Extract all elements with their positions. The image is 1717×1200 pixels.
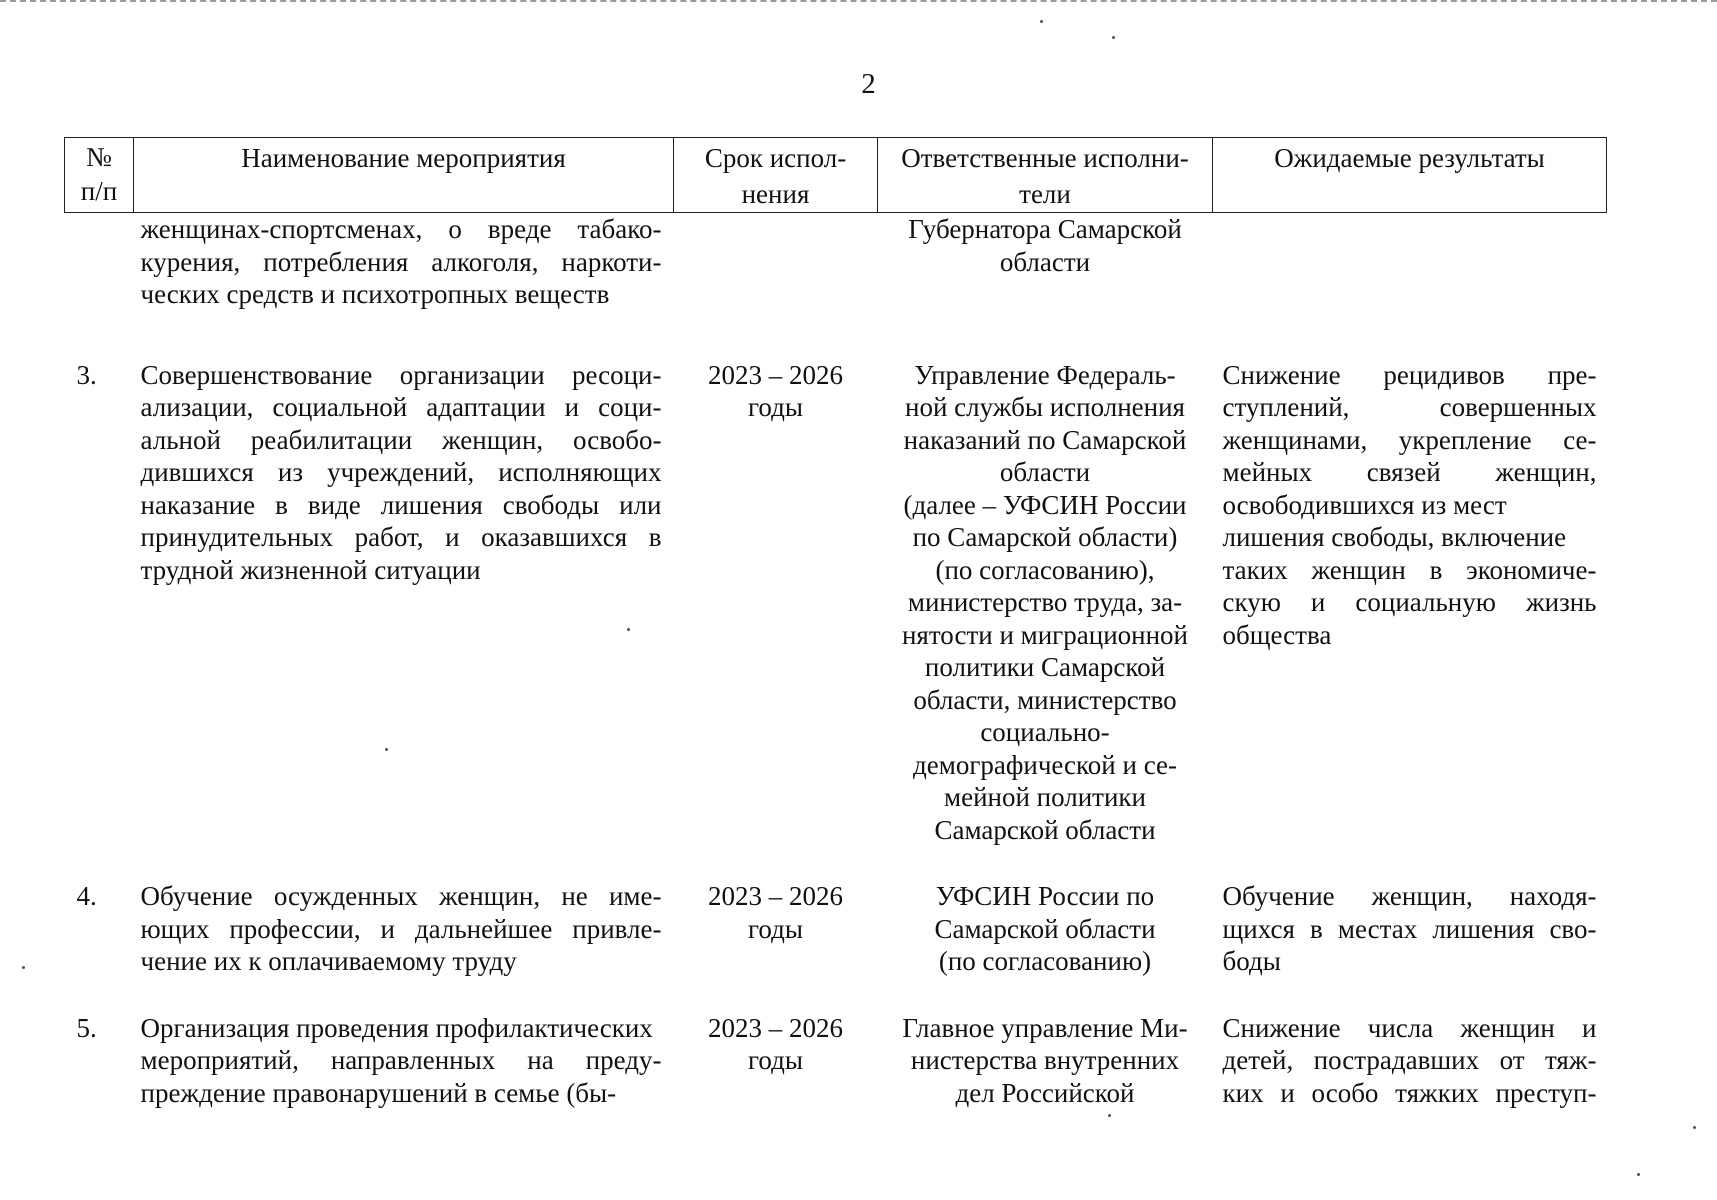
responsible-line: наказаний по Самарской bbox=[903, 424, 1187, 455]
responsible-cell bbox=[878, 880, 1213, 1012]
responsible-line: нятости и миграционной bbox=[901, 619, 1188, 650]
responsible-line: социально- bbox=[980, 717, 1110, 747]
row-number: 5. bbox=[76, 1012, 97, 1043]
responsible-line: Самарской области bbox=[934, 814, 1156, 845]
scan-speck bbox=[1112, 36, 1115, 39]
term-cell bbox=[674, 359, 878, 881]
responsible-line: ной службы исполнения bbox=[905, 392, 1185, 422]
expected-result-line: мейных связей женщин, bbox=[1222, 457, 1597, 487]
scan-speck bbox=[385, 748, 388, 751]
scan-speck bbox=[627, 628, 630, 631]
responsible-cell bbox=[878, 1012, 1213, 1110]
term-line: годы bbox=[747, 913, 803, 944]
measure-name-cell bbox=[134, 213, 674, 359]
measure-name-cell bbox=[134, 880, 674, 1012]
measure-name-line: альной реабилитации женщин, освобо- bbox=[140, 424, 662, 455]
responsible-line: Губернатора Самарской bbox=[908, 214, 1182, 244]
table-header bbox=[65, 138, 1607, 213]
header-responsible bbox=[878, 138, 1213, 213]
header-term-line2: нения bbox=[741, 179, 810, 209]
measure-name-line: мероприятий, направленных на преду- bbox=[140, 1045, 662, 1075]
scan-speck bbox=[1040, 20, 1043, 23]
term-cell bbox=[674, 880, 878, 1012]
row-number-cell bbox=[65, 359, 134, 881]
expected-results-cell bbox=[1213, 213, 1607, 359]
row-number-cell bbox=[65, 880, 134, 1012]
measure-name-line: чение их к оплачиваемому труду bbox=[140, 946, 517, 976]
expected-results-cell bbox=[1213, 1012, 1607, 1110]
scan-speck bbox=[22, 966, 25, 969]
responsible-line: (далее – УФСИН России bbox=[903, 489, 1187, 520]
responsible-line: (по согласованию) bbox=[938, 946, 1152, 976]
responsible-line: области bbox=[999, 246, 1091, 277]
term-line: 2023 – 2026 bbox=[708, 1012, 843, 1043]
header-responsible-line1: Ответственные исполни- bbox=[901, 143, 1189, 173]
measure-name-line: Совершенствование организации ресоци- bbox=[140, 359, 662, 390]
page-number: 2 bbox=[861, 68, 876, 100]
scan-speck bbox=[1693, 1126, 1696, 1129]
expected-result-line: таких женщин в экономиче- bbox=[1222, 554, 1597, 585]
expected-result-line: боды bbox=[1222, 946, 1281, 976]
measure-name-line: принудительных работ, и оказавшихся в bbox=[140, 522, 662, 552]
measure-name-line: дившихся из учреждений, исполняющих bbox=[140, 457, 662, 487]
expected-result-line: Снижение числа женщин и bbox=[1222, 1012, 1597, 1043]
term-line: 2023 – 2026 bbox=[708, 881, 843, 911]
responsible-line: (по согласованию), bbox=[935, 554, 1155, 585]
responsible-cell bbox=[878, 213, 1213, 359]
expected-result-line: освободившихся из мест bbox=[1222, 489, 1507, 520]
header-measure-name-text: Наименование мероприятия bbox=[241, 143, 566, 173]
measure-name-cell bbox=[134, 359, 674, 881]
term-line: 2023 – 2026 bbox=[708, 359, 843, 390]
measure-name-line: ческих средств и психотропных веществ bbox=[140, 279, 610, 309]
expected-result-line: ких и особо тяжких преступ- bbox=[1222, 1077, 1597, 1108]
responsible-line: мейной политики bbox=[944, 782, 1146, 812]
responsible-line: УФСИН России по bbox=[935, 881, 1155, 911]
expected-results-cell bbox=[1213, 359, 1607, 881]
scan-speck bbox=[1108, 1114, 1111, 1117]
responsible-line: нистерства внутренних bbox=[910, 1045, 1180, 1075]
responsible-line: министерство труда, за- bbox=[907, 587, 1183, 617]
table-row bbox=[65, 880, 1607, 1012]
expected-result-line: детей, пострадавших от тяж- bbox=[1222, 1045, 1597, 1075]
expected-result-line: женщинами, укрепление се- bbox=[1222, 424, 1597, 455]
expected-result-line: щихся в местах лишения сво- bbox=[1222, 913, 1597, 944]
responsible-cell bbox=[878, 359, 1213, 881]
measures-table bbox=[64, 137, 1607, 1109]
table-row bbox=[65, 359, 1607, 881]
expected-results-cell bbox=[1213, 880, 1607, 1012]
header-number-line2: п/п bbox=[80, 176, 118, 206]
measure-name-line: трудной жизненной ситуации bbox=[140, 554, 481, 585]
term-line: годы bbox=[747, 1045, 803, 1075]
table-body bbox=[65, 213, 1607, 1110]
measure-name-cell bbox=[134, 1012, 674, 1110]
measure-name-line: ализации, социальной адаптации и соци- bbox=[140, 392, 662, 422]
responsible-line: Управление Федераль- bbox=[914, 359, 1176, 390]
table-row bbox=[65, 1012, 1607, 1110]
responsible-line: политики Самарской bbox=[924, 652, 1166, 682]
measure-name-line: наказание в виде лишения свободы или bbox=[140, 489, 662, 520]
responsible-line: Главное управление Ми- bbox=[902, 1012, 1188, 1043]
measure-name-line: ющих профессии, и дальнейшее привле- bbox=[140, 913, 662, 944]
expected-result-line: лишения свободы, включение bbox=[1222, 522, 1567, 552]
term-line: годы bbox=[747, 392, 803, 422]
term-cell bbox=[674, 1012, 878, 1110]
header-expected-results bbox=[1213, 138, 1607, 213]
measure-name-line: курения, потребления алкоголя, наркоти- bbox=[140, 246, 662, 277]
expected-result-line: ступлений, совершенных bbox=[1222, 392, 1597, 422]
responsible-line: области, министерство bbox=[913, 684, 1177, 715]
row-number-cell bbox=[65, 1012, 134, 1110]
header-number bbox=[65, 138, 134, 213]
row-number-cell bbox=[65, 213, 134, 359]
table-header-row bbox=[65, 138, 1607, 213]
responsible-line: области bbox=[999, 457, 1091, 487]
term-cell bbox=[674, 213, 878, 359]
header-measure-name bbox=[134, 138, 674, 213]
responsible-line: дел Российской bbox=[955, 1077, 1135, 1108]
table-row bbox=[65, 213, 1607, 359]
expected-result-line: скую и социальную жизнь bbox=[1222, 587, 1597, 617]
header-number-line1: № bbox=[86, 142, 112, 172]
header-term-line1: Срок испол- bbox=[704, 143, 847, 173]
scan-speck bbox=[1637, 1173, 1640, 1176]
responsible-line: Самарской области bbox=[934, 913, 1156, 944]
responsible-line: демографической и се- bbox=[913, 749, 1177, 780]
row-number: 4. bbox=[76, 881, 97, 911]
expected-result-line: Обучение женщин, находя- bbox=[1222, 881, 1597, 911]
header-term bbox=[674, 138, 878, 213]
row-number: 3. bbox=[76, 359, 97, 390]
responsible-line: по Самарской области) bbox=[912, 522, 1178, 552]
header-responsible-line2: тели bbox=[1019, 179, 1071, 209]
measure-name-line: женщинах-спортсменах, о вреде табако- bbox=[140, 214, 662, 244]
measure-name-line: Организация проведения профилактических bbox=[140, 1012, 653, 1043]
measure-name-line: Обучение осужденных женщин, не име- bbox=[140, 881, 662, 911]
expected-result-line: Снижение рецидивов пре- bbox=[1222, 359, 1597, 390]
measure-name-line: преждение правонарушений в семье (бы- bbox=[140, 1077, 617, 1108]
top-edge-dashed-line bbox=[0, 0, 1717, 3]
expected-result-line: общества bbox=[1222, 619, 1332, 650]
header-expected-results-text: Ожидаемые результаты bbox=[1274, 143, 1545, 173]
